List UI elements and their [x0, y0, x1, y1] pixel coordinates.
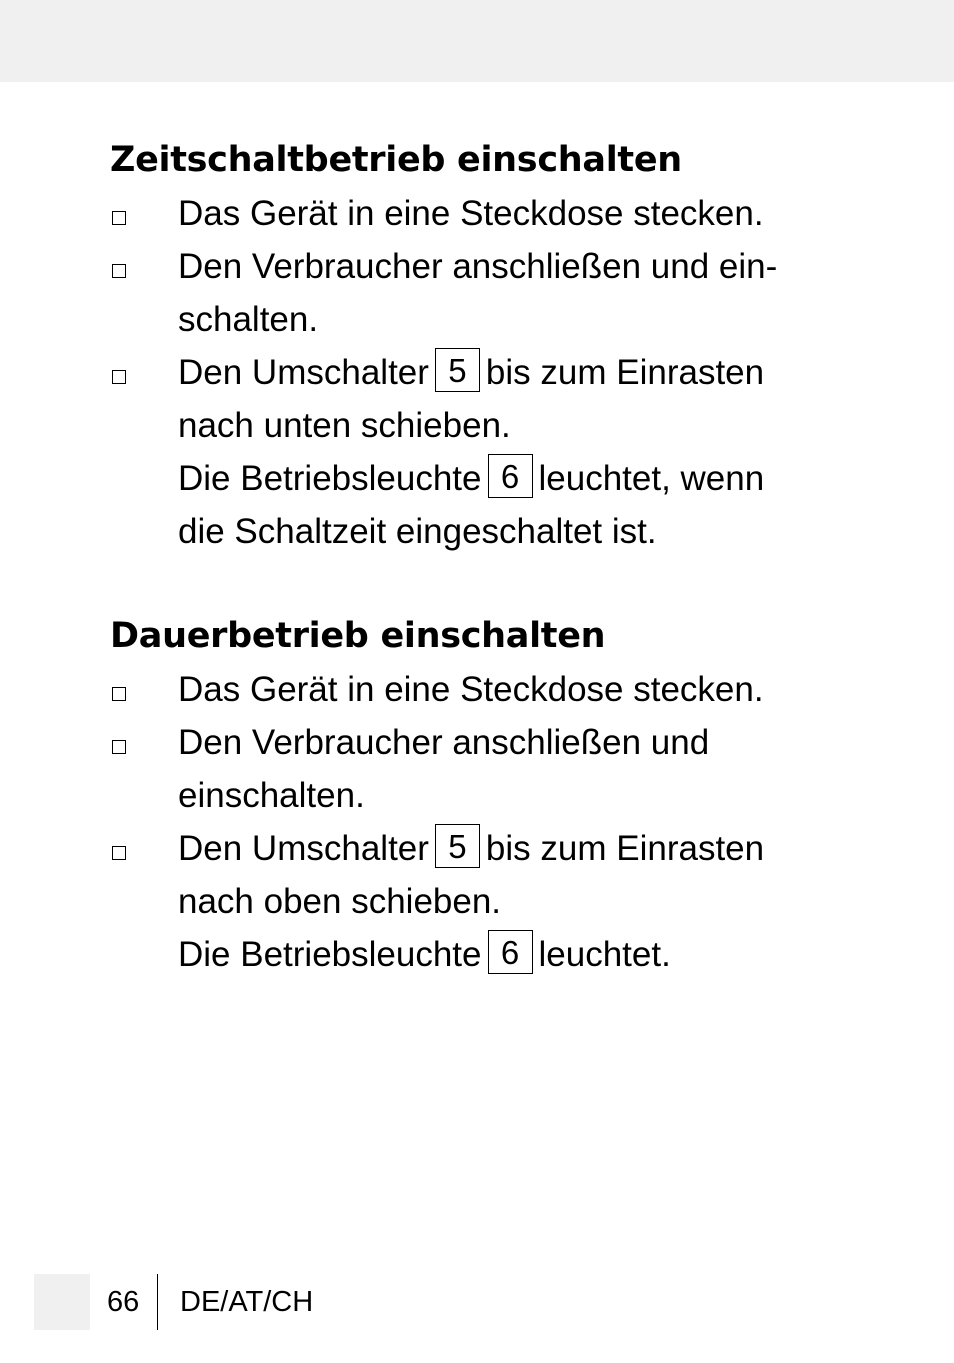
step-text-part: Die Betriebsleuchte [178, 459, 482, 498]
page-number: 66 [107, 1286, 140, 1318]
step-text: die Schaltzeit eingeschaltet ist. [178, 512, 657, 551]
list-item [110, 663, 870, 716]
list-item [110, 346, 870, 558]
step-text-part: bis zum Einrasten [485, 829, 765, 868]
step-list [110, 187, 870, 558]
footer-divider [157, 1274, 158, 1330]
step-text-part: Den Umschalter [178, 829, 429, 868]
checkbox-bullet-icon [112, 264, 126, 278]
part-reference-badge: 6 [488, 454, 533, 498]
step-text-part: Die Betriebsleuchte [178, 935, 482, 974]
step-text [178, 452, 870, 505]
step-text [178, 346, 870, 399]
list-item [110, 240, 870, 346]
step-text [178, 928, 870, 981]
list-item [110, 187, 870, 240]
step-text-part: Den Umschalter [178, 353, 429, 392]
section-heading: Dauerbetrieb einschalten [110, 616, 606, 656]
checkbox-bullet-icon [112, 846, 126, 860]
checkbox-bullet-icon [112, 687, 126, 701]
region-label: DE/AT/CH [180, 1286, 314, 1318]
step-text: Den Verbraucher anschließen und ein- [178, 247, 778, 286]
list-item [110, 716, 870, 822]
footer-band [34, 1274, 90, 1330]
part-reference-badge: 5 [435, 348, 480, 392]
step-text-part: leuchtet, wenn [538, 459, 765, 498]
step-text-part: leuchtet. [538, 935, 671, 974]
step-text-part: bis zum Einrasten [485, 353, 765, 392]
step-text: nach unten schieben. [178, 406, 511, 445]
step-text [178, 822, 870, 875]
list-item [110, 822, 870, 981]
step-text: einschalten. [178, 776, 365, 815]
step-text: Das Gerät in eine Steckdose stecken. [178, 670, 764, 709]
step-text: Das Gerät in eine Steckdose stecken. [178, 194, 764, 233]
step-text: schalten. [178, 300, 319, 339]
section-timer-mode [110, 134, 870, 558]
checkbox-bullet-icon [112, 370, 126, 384]
section-continuous-mode [110, 610, 870, 981]
part-reference-badge: 6 [488, 930, 533, 974]
step-text: Den Verbraucher anschließen und [178, 723, 710, 762]
step-list [110, 663, 870, 981]
checkbox-bullet-icon [112, 211, 126, 225]
section-heading: Zeitschaltbetrieb einschalten [110, 140, 682, 180]
header-band [0, 0, 954, 82]
part-reference-badge: 5 [435, 824, 480, 868]
step-text: nach oben schieben. [178, 882, 502, 921]
checkbox-bullet-icon [112, 740, 126, 754]
